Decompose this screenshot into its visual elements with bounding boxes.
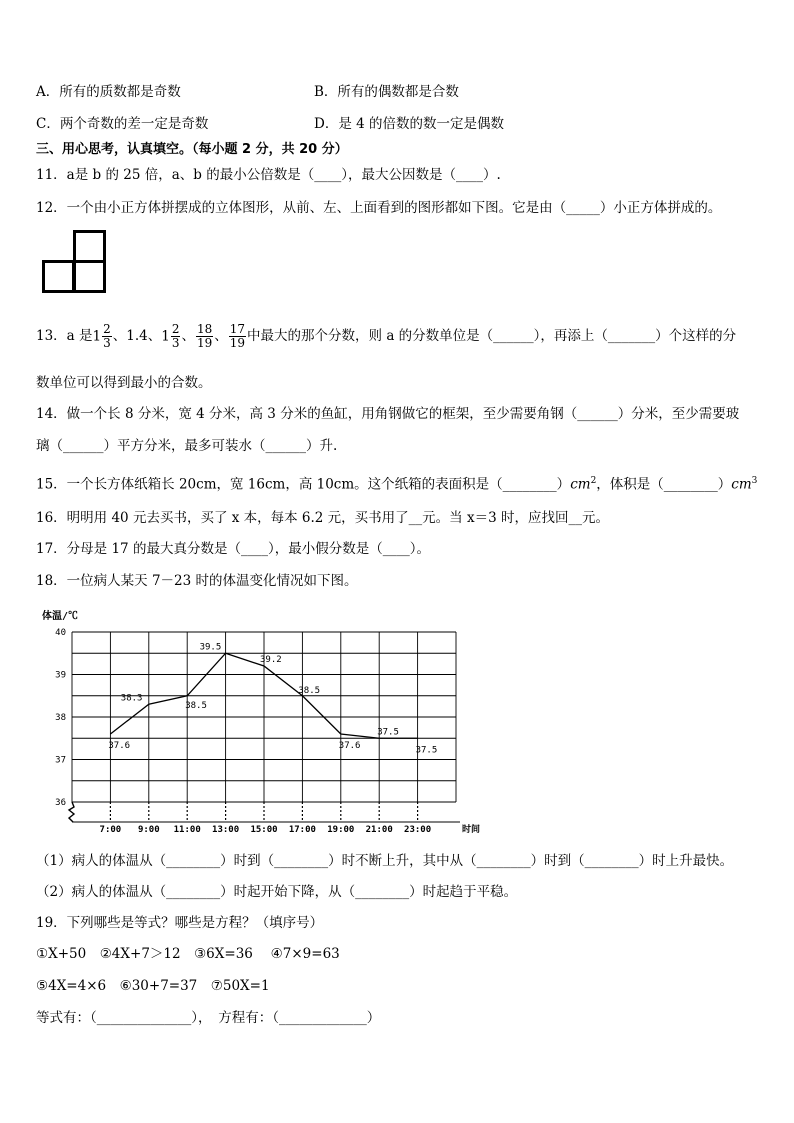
- x-tick-labels: [100, 825, 432, 835]
- mixed-fraction-1: $\frac{2}{3}$: [103, 322, 111, 350]
- axis-break-icon: [69, 802, 74, 822]
- y-tick-label: 38: [55, 713, 66, 723]
- question-12: 12．一个由小正方体拼摆成的立体图形，从前、左、上面看到的图形都如下图。它是由（_____）小正方体拼成的。: [36, 200, 722, 216]
- x-tick-label: 19:00: [327, 825, 355, 835]
- data-label: 37.5: [377, 727, 399, 738]
- y-tick-label: 37: [55, 755, 66, 766]
- x-tick-label: 17:00: [288, 825, 316, 835]
- question-19-items-1: ①X+50 ②4X+7＞12 ③6X=36 ④7×9=63: [36, 946, 340, 962]
- question-13-line2: 数单位可以得到最小的合数。: [36, 375, 212, 391]
- fraction-4: $\frac{17}{19}$: [229, 322, 246, 350]
- x-tick-label: 23:00: [404, 825, 432, 835]
- x-tick-label: 7:00: [99, 825, 122, 835]
- x-axis-label: 时间: [462, 825, 481, 835]
- y-tick-label: 39: [55, 670, 66, 681]
- y-tick-labels: [55, 628, 66, 808]
- y-axis-label: 体温/℃: [42, 611, 79, 622]
- question-14-line1: 14．做一个长 8 分米，宽 4 分米，高 3 分米的鱼缸，用角钢做它的框架，至少需要角钢（______）分米，至少需要玻: [36, 406, 740, 422]
- y-tick-label: 40: [55, 628, 66, 638]
- data-label: 39.5: [199, 642, 222, 653]
- cube-top: [73, 230, 106, 263]
- mixed-fraction-2: $\frac{2}{3}$: [171, 322, 180, 350]
- fraction-3: $\frac{18}{19}$: [196, 322, 213, 350]
- question-16: 16．明明用 40 元去买书，买了 x 本，每本 6.2 元，买书用了__元。当 x＝3 时，应找回__元。: [36, 510, 609, 526]
- data-label: 37.6: [338, 741, 361, 751]
- data-label: 37.5: [415, 745, 438, 756]
- question-18: 18．一位病人某天 7－23 时的体温变化情况如下图。: [36, 573, 358, 589]
- y-tick-label: 36: [55, 798, 66, 808]
- x-tick-label: 9:00: [137, 825, 160, 835]
- question-18-part2: （2）病人的体温从（________）时起开始下降，从（________）时起趋于平稳。: [36, 884, 518, 900]
- cube-bottom-left: [42, 260, 75, 293]
- data-label: 38.5: [185, 700, 207, 711]
- data-label: 38.3: [120, 693, 143, 704]
- option-a: A．所有的质数都是奇数: [36, 84, 181, 100]
- option-c: C．两个奇数的差一定是奇数: [36, 116, 209, 132]
- question-18-part1: （1）病人的体温从（________）时到（________）时不断上升，其中从（________）时到（________）时上升最快。: [36, 853, 734, 869]
- option-b: B．所有的偶数都是合数: [314, 84, 459, 100]
- question-13: 13．a 是1 $\frac{2}{3}$ 、1.4、1 $\frac{2}{3}$ 、 $\frac{18}{19}$ 、 $\frac{17}{19}$ 中最大的那个分数，则 a 的分数单位是（______），再添上（_______）个这样的分: [36, 322, 737, 350]
- question-11: 11．a是 b 的 25 倍，a、b 的最小公倍数是（____），最大公因数是（____）.: [36, 167, 501, 183]
- question-14-line2: 璃（______）平方分米，最多可装水（______）升.: [36, 438, 338, 454]
- question-15: 15．一个长方体纸箱长 20cm，宽 16cm，高 10cm。这个纸箱的表面积是$(\_\_\_\_\_\_\_\_)cm^2$，体积是$(\_\_\_\_\_\_\_\_)cm^3$: [36, 476, 758, 493]
- question-17: 17．分母是 17 的最大真分数是（____），最小假分数是（____）。: [36, 541, 430, 557]
- question-19: 19．下列哪些是等式？哪些是方程？（填序号）: [36, 915, 324, 931]
- x-tick-label: 21:00: [365, 825, 393, 835]
- data-label: 38.5: [298, 685, 321, 696]
- data-label: 37.6: [108, 741, 131, 751]
- temperature-line-chart: [36, 606, 481, 838]
- cube-bottom-right: [73, 260, 106, 293]
- question-19-items-2: ⑤4X=4×6 ⑥30+7=37 ⑦50X=1: [36, 978, 270, 994]
- x-tick-label: 11:00: [173, 825, 201, 835]
- data-label: 39.2: [260, 655, 282, 665]
- question-19-answer: 等式有：（______________）， 方程有：（_____________）: [36, 1010, 381, 1026]
- x-tick-label: 15:00: [250, 825, 278, 835]
- option-d: D．是 4 的倍数的数一定是偶数: [314, 116, 504, 132]
- section-heading: 三、用心思考，认真填空。（每小题 2 分，共 20 分）: [36, 142, 348, 157]
- x-tick-label: 13:00: [212, 825, 240, 835]
